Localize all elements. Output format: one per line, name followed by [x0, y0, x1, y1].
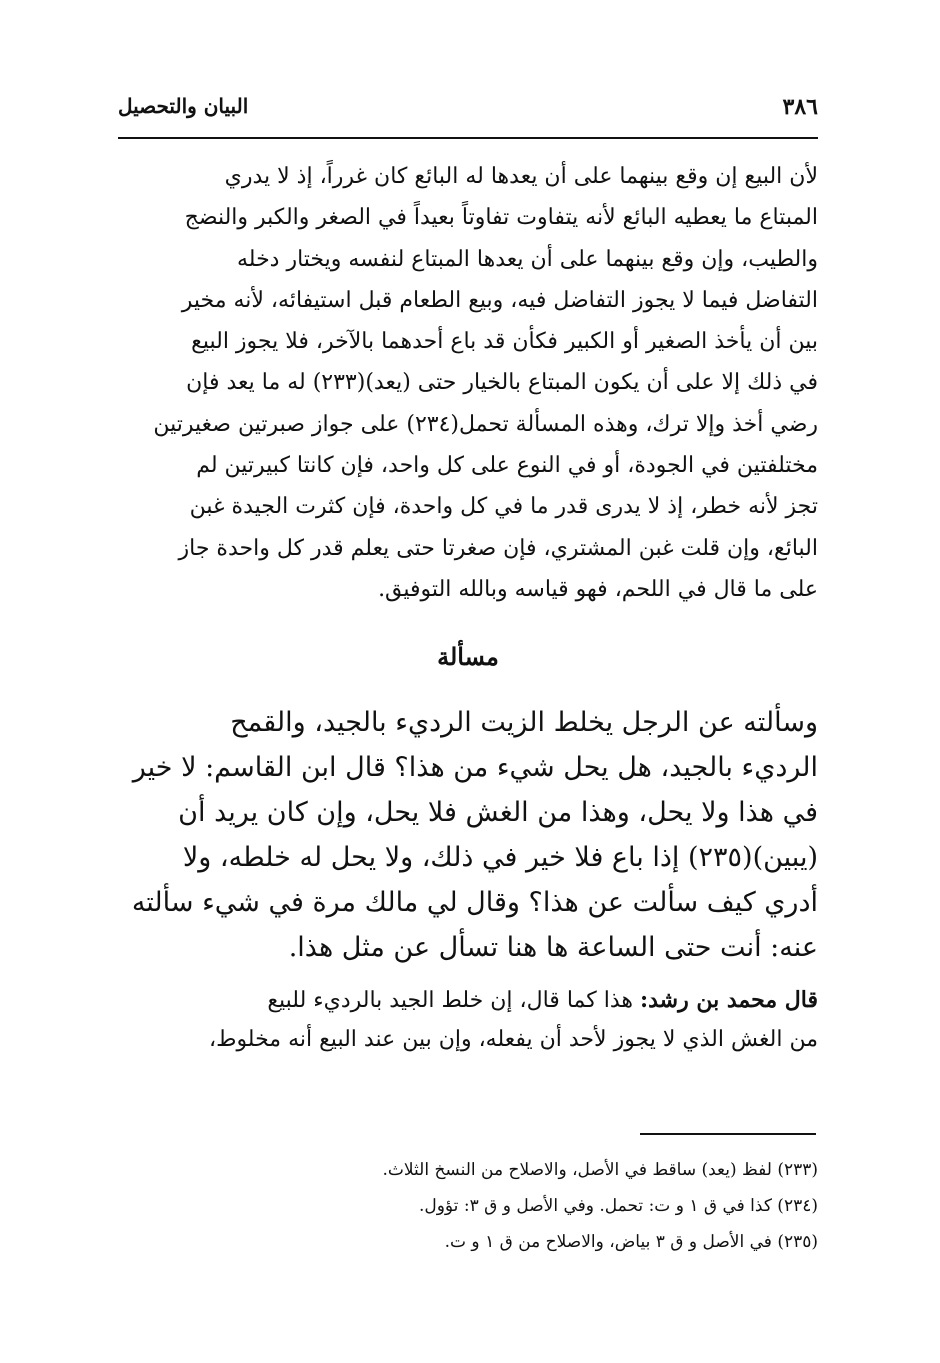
speaker-name: قال محمد بن رشد:	[639, 987, 818, 1013]
text-line: وسألته عن الرجل يخلط الزيت الرديء بالجيد، والقمح	[230, 707, 818, 738]
text-line: المبتاع ما يعطيه البائع لأنه يتفاوت تفاوتاً بعيداً في الصغر والكبر والنضج	[184, 205, 818, 231]
footnotes	[300, 1152, 818, 1260]
paragraph-3	[118, 980, 818, 1060]
text-line: عنه: أنت حتى الساعة ها هنا تسأل عن مثل هذا.	[288, 932, 818, 963]
text-line: الرديء بالجيد، هل يحل شيء من هذا؟ قال ابن القاسم: لا خير	[132, 752, 818, 783]
paragraph-1	[118, 156, 818, 610]
footnote: (٢٣٣) لفظ (يعد) ساقط في الأصل، والاصلاح من النسخ الثلاث.	[382, 1160, 818, 1180]
text-fragment: هذا كما قال، إن خلط الجيد بالرديء للبيع	[267, 988, 640, 1013]
page-header	[118, 94, 818, 130]
header-rule	[118, 137, 818, 139]
text-line: في ذلك إلا على أن يكون المبتاع بالخيار حتى (يعد)(٢٣٣) له ما يعد فإن	[186, 370, 818, 396]
footnote: (٢٣٥) في الأصل و ق ٣ بياض، والاصلاح من ق ١ و ت.	[444, 1232, 818, 1252]
text-line: (يبين)(٢٣٥) إذا باع فلا خير في ذلك، ولا يحل له خلطه، ولا	[182, 842, 818, 873]
text-line: أدري كيف سألت عن هذا؟ وقال لي مالك مرة في شيء سألته	[131, 887, 818, 918]
text-line: بين أن يأخذ الصغير أو الكبير فكأن قد باع أحدهما بالآخر، فلا يجوز البيع	[191, 329, 818, 355]
running-title: البيان والتحصيل	[118, 94, 249, 118]
text-line: على ما قال في اللحم، فهو قياسه وبالله التوفيق.	[378, 576, 818, 602]
text-line: في هذا ولا يحل، وهذا من الغش فلا يحل، وإن كان يريد أن	[178, 797, 818, 828]
paragraph-2	[118, 700, 818, 970]
text-line: لأن البيع إن وقع بينهما على أن يعدها له البائع كان غرراً، إذ لا يدري	[224, 164, 818, 189]
footnote-rule	[640, 1133, 816, 1135]
text-line: مختلفتين في الجودة، أو في النوع على كل واحد، فإن كانتا كبيرتين لم	[196, 453, 818, 479]
text-line	[118, 980, 818, 1020]
section-heading: مسألة	[437, 642, 499, 671]
text-line: والطيب، وإن وقع بينهما على أن يعدها المبتاع لنفسه ويختار دخله	[237, 246, 818, 272]
text-line: رضي أخذ وإلا ترك، وهذه المسألة تحمل(٢٣٤) على جواز صبرتين صغيرتين	[153, 411, 818, 437]
text-line: التفاضل فيما لا يجوز التفاضل فيه، وبيع الطعام قبل استيفائه، لأنه مخير	[181, 287, 818, 313]
text-line: البائع، وإن قلت غبن المشتري، فإن صغرتا حتى يعلم قدر كل واحدة جاز	[178, 535, 818, 561]
text-line: من الغش الذي لا يجوز لأحد أن يفعله، وإن بين عند البيع أنه مخلوط،	[209, 1027, 818, 1052]
page-number: ٣٨٦	[782, 94, 818, 120]
text-line: تجز لأنه خطر، إذ لا يدرى قدر ما في كل واحدة، فإن كثرت الجيدة غبن	[189, 494, 818, 520]
footnote: (٢٣٤) كذا في ق ١ و ت: تحمل. وفي الأصل و ق ٣: تؤول.	[418, 1196, 818, 1216]
